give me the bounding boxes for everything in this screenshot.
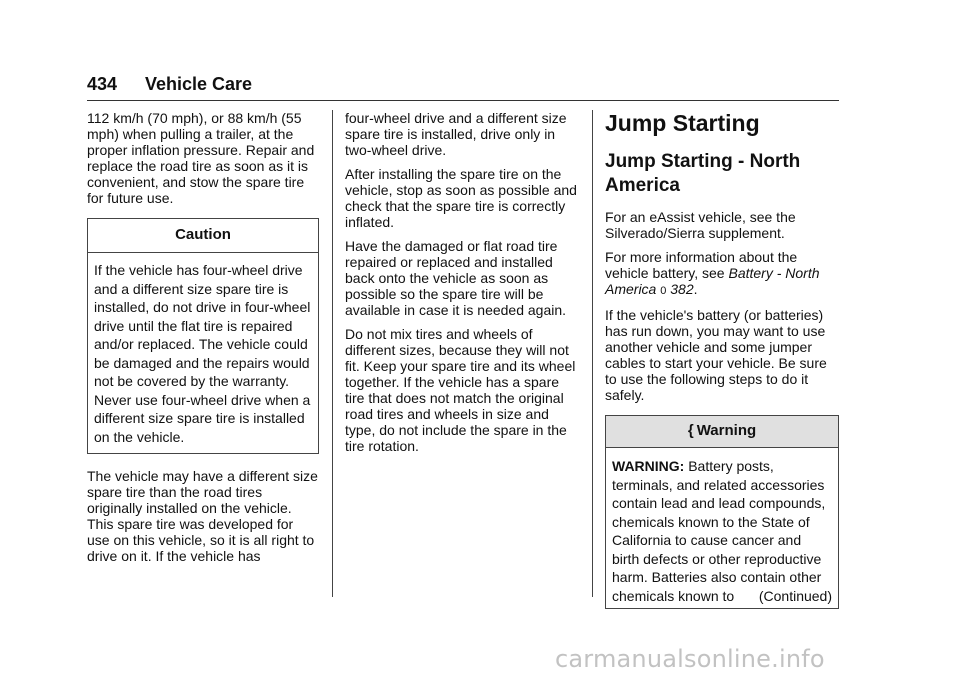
- paragraph: For an eAssist vehicle, see the Silverado/Sierra supplement.: [605, 209, 796, 241]
- paragraph: Have the damaged or flat road tire repaired or replaced and installed back onto the vehicle as soon as possible so the spare tire will be available in case it is needed again.: [345, 238, 567, 318]
- warning-icon: {: [687, 422, 694, 439]
- watermark: carmanualsonline.info: [555, 645, 825, 673]
- intro-paragraph: 112 km/h (70 mph), or 88 km/h (55 mph) when pulling a trailer, at the proper inflation pressure. Repair and replace the road tire as soon as it is convenient, and stow the spare tire for future use.: [87, 110, 315, 206]
- section-title: Vehicle Care: [145, 74, 253, 94]
- spare-tire-paragraph: The vehicle may have a different size spare tire than the road tires originally installed on the vehicle. This spare tire was developed for use on this vehicle, so it is all right to drive on it. If the vehicle has: [87, 468, 318, 564]
- column-divider: [332, 110, 333, 597]
- section-heading: Jump Starting: [605, 110, 760, 136]
- subsection-heading: Jump Starting - North America: [605, 151, 801, 196]
- paragraph: four-wheel drive and a different size spare tire is installed, drive only in two-wheel drive.: [345, 110, 567, 158]
- cross-reference-link[interactable]: Battery - North America: [605, 265, 820, 297]
- column-2: [345, 110, 577, 462]
- warning-box: [605, 415, 839, 609]
- warning-text: [606, 448, 838, 605]
- text: .: [693, 281, 698, 297]
- column-3: [605, 110, 839, 609]
- continued-label: (Continued): [755, 588, 832, 604]
- warning-title: Warning: [696, 422, 757, 439]
- caution-title: Caution: [88, 219, 318, 253]
- caution-box: [87, 218, 319, 454]
- warning-label: WARNING:: [612, 458, 685, 474]
- paragraph: Do not mix tires and wheels of different sizes, because they will not fit. Keep your spare tire and its wheel together. If the vehicle has a spare tire that does not match the original road tires and wheels in size and type, do not include the spare in the tire rotation.: [345, 326, 576, 454]
- page-header: [87, 70, 839, 101]
- warning-header: [606, 416, 838, 448]
- caution-text: If the vehicle has four-wheel drive and a different size spare tire is installed, do not drive in four-wheel drive until the flat tire is repaired and/or replaced. The vehicle could be damaged and the repairs would not be covered by the warranty. Never use four-wheel drive when a different size spare tire is installed on the vehicle.: [94, 262, 311, 445]
- warning-body: Battery posts, terminals, and related accessories contain lead and lead compounds, chemicals known to the State of California to cause cancer and birth defects or other reproductive harm. Batteries also contain other chemicals known to: [612, 458, 826, 604]
- column-divider: [592, 110, 593, 597]
- paragraph: [605, 249, 839, 299]
- cross-reference-page[interactable]: 382: [670, 281, 694, 297]
- paragraph: If the vehicle's battery (or batteries) has run down, you may want to use another vehicle and some jumper cables to start your vehicle. Be sure to use the following steps to do it safely.: [605, 307, 827, 403]
- page-arrow-icon: 0: [660, 285, 667, 297]
- column-1: [87, 110, 319, 572]
- paragraph: After installing the spare tire on the vehicle, stop as soon as possible and check that the spare tire is correctly inflated.: [345, 166, 577, 230]
- text: For more information about the vehicle battery, see: [605, 249, 798, 281]
- page-number: 434: [87, 74, 118, 94]
